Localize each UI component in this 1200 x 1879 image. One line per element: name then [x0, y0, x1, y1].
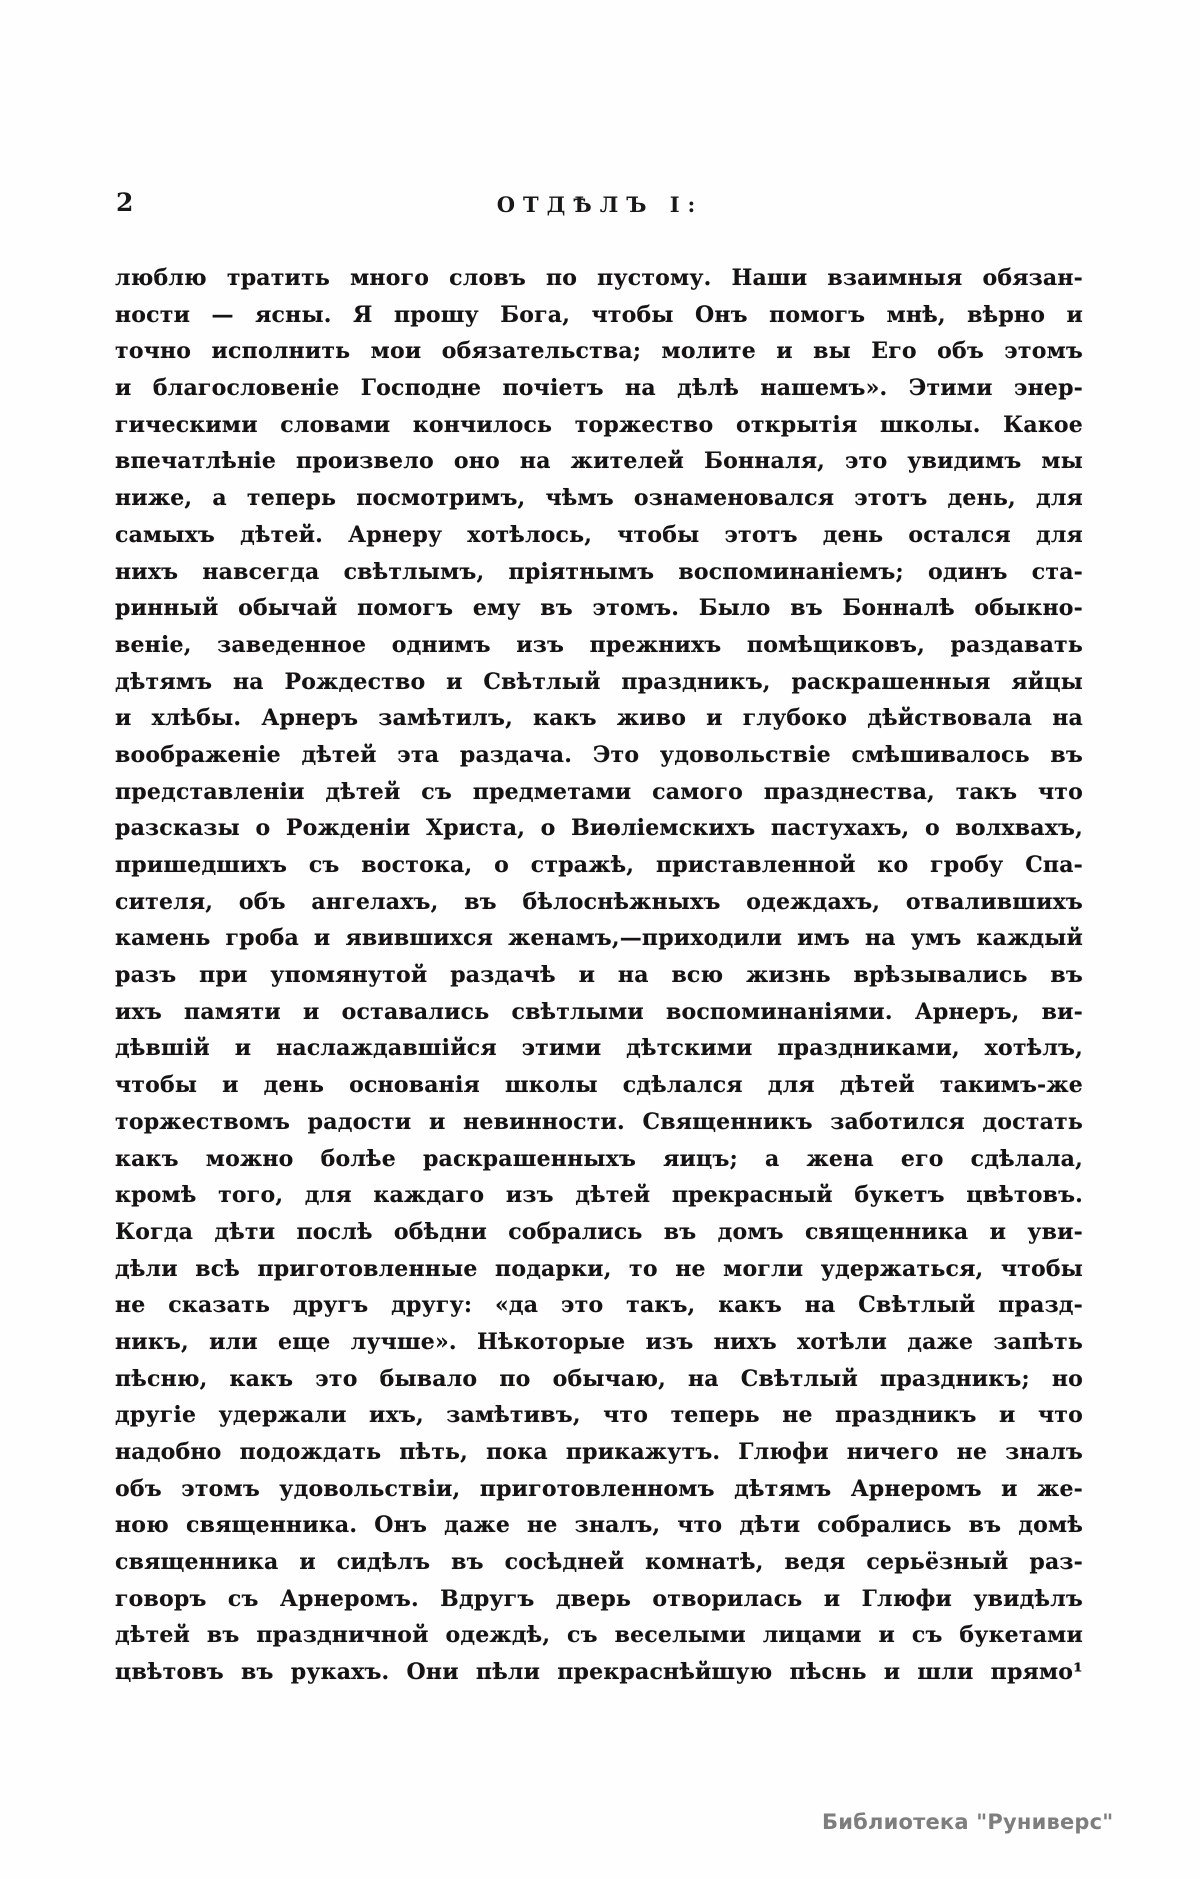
text-line: ихъ памяти и оставались свѣтлыми воспоминаніями. Арнеръ, ви-	[115, 998, 1083, 1025]
text-line: Когда дѣти послѣ обѣдни собрались въ домъ священника и уви-	[115, 1218, 1083, 1245]
text-line: священника и сидѣлъ въ сосѣдней комнатѣ, ведя серьёзный раз-	[115, 1549, 1083, 1576]
text-line: разсказы о Рожденіи Христа, о Виѳліемскихъ пастухахъ, о волхвахъ,	[115, 815, 1083, 842]
text-line: пѣсню, какъ это бывало по обычаю, на Свѣтлый праздникъ; но	[115, 1365, 1083, 1392]
text-line: камень гроба и явившихся женамъ,—приходили имъ на умъ каждый	[115, 925, 1083, 952]
text-line: чтобы и день основанія школы сдѣлался для дѣтей такимъ-же	[115, 1072, 1083, 1099]
text-line: воображеніе дѣтей эта раздача. Это удовольствіе смѣшивалось въ	[115, 741, 1083, 768]
text-line: кромѣ того, для каждаго изъ дѣтей прекрасный букетъ цвѣтовъ.	[115, 1182, 1083, 1209]
text-line: представленіи дѣтей съ предметами самого празднества, такъ что	[115, 778, 1083, 805]
text-line: дѣтей въ праздничной одеждѣ, съ веселыми лицами и съ букетами	[115, 1622, 1083, 1649]
body-text	[115, 260, 1083, 1691]
text-line: не сказать другъ другу: «да это такъ, какъ на Свѣтлый празд-	[115, 1292, 1083, 1319]
text-line: и благословеніе Господне почіетъ на дѣлѣ нашемъ». Этими энер-	[115, 375, 1083, 402]
text-line: дѣли всѣ приготовленные подарки, то не могли удержаться, чтобы	[115, 1255, 1083, 1282]
text-line: разъ при упомянутой раздачѣ и на всю жизнь врѣзывались въ	[115, 962, 1083, 989]
text-line: люблю тратить много словъ по пустому. Наши взаимныя обязан-	[115, 265, 1083, 291]
text-line: пришедшихъ съ востока, о стражѣ, приставленной ко гробу Спа-	[115, 852, 1083, 878]
text-line: какъ можно болѣе раскрашенныхъ яицъ; а жена его сдѣлала,	[115, 1145, 1083, 1172]
text-line: и хлѣбы. Арнеръ замѣтилъ, какъ живо и глубоко дѣйствовала на	[115, 705, 1083, 732]
text-line: говоръ съ Арнеромъ. Вдругъ дверь отворилась и Глюфи увидѣлъ	[115, 1585, 1083, 1612]
text-line: ниже, а теперь посмотримъ, чѣмъ ознаменовался этотъ день, для	[115, 485, 1083, 512]
text-line: ринный обычай помогъ ему въ этомъ. Было въ Бонналѣ обыкно-	[115, 595, 1083, 622]
text-line: цвѣтовъ въ рукахъ. Они пѣли прекраснѣйшую пѣснь и шли прямо¹	[115, 1659, 1083, 1686]
text-line: никъ, или еще лучше». Нѣкоторые изъ нихъ хотѣли даже запѣть	[115, 1328, 1083, 1355]
text-line: точно исполнить мои обязательства; молите и вы Его объ этомъ	[115, 338, 1083, 365]
text-line: ности — ясны. Я прошу Бога, чтобы Онъ помогъ мнѣ, вѣрно и	[115, 301, 1083, 328]
text-line: впечатлѣніе произвело оно на жителей Бонналя, это увидимъ мы	[115, 448, 1083, 475]
text-line: дѣтямъ на Рождество и Свѣтлый праздникъ, раскрашенныя яйцы	[115, 668, 1083, 695]
text-line: гическими словами кончилось торжество открытія школы. Какое	[115, 411, 1083, 438]
text-line: надобно подождать пѣть, пока прикажутъ. Глюфи ничего не зналъ	[115, 1439, 1083, 1465]
text-line: ною священника. Онъ даже не зналъ, что дѣти собрались въ домѣ	[115, 1512, 1083, 1539]
text-line: самыхъ дѣтей. Арнеру хотѣлось, чтобы этотъ день остался для	[115, 521, 1083, 548]
library-watermark: Библиотека "Руниверс"	[822, 1810, 1114, 1834]
text-line: дѣвшій и наслаждавшійся этими дѣтскими праздниками, хотѣлъ,	[115, 1035, 1083, 1062]
section-header: ОТДѢЛЪ I:	[496, 192, 704, 217]
page-number: 2	[116, 188, 134, 217]
text-line: торжествомъ радости и невинности. Священникъ заботился достать	[115, 1108, 1083, 1135]
text-line: объ этомъ удовольствіи, приготовленномъ дѣтямъ Арнеромъ и же-	[115, 1475, 1083, 1502]
text-line: сителя, объ ангелахъ, въ бѣлоснѣжныхъ одеждахъ, отвалившихъ	[115, 888, 1083, 915]
text-line: веніе, заведенное однимъ изъ прежнихъ помѣщиковъ, раздавать	[115, 631, 1083, 658]
text-line: другіе удержали ихъ, замѣтивъ, что теперь не праздникъ и что	[115, 1402, 1083, 1429]
text-line: нихъ навсегда свѣтлымъ, пріятнымъ воспоминаніемъ; одинъ ста-	[115, 558, 1083, 585]
